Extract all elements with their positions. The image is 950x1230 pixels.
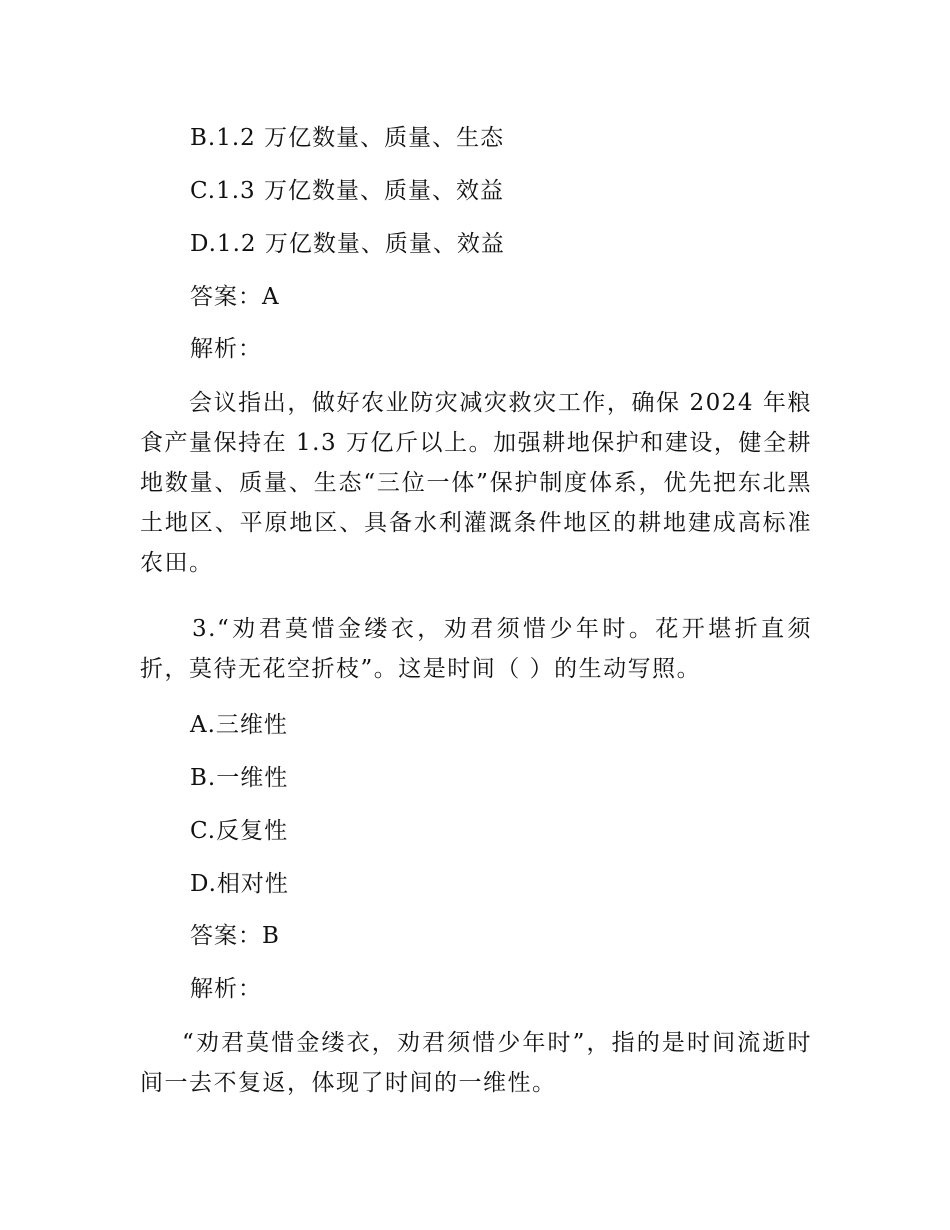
answer-label: 答案：B bbox=[190, 923, 280, 949]
option-d: D.相对性 bbox=[190, 871, 289, 897]
question-stem: 3.“劝君莫惜金缕衣，劝君须惜少年时。花开堪折直须折，莫待无花空折枝”。这是时间（ ）的生动写照。 bbox=[140, 616, 812, 682]
option-b: B.一维性 bbox=[190, 765, 289, 791]
option-d: D.1.2 万亿数量、质量、效益 bbox=[190, 231, 505, 257]
analysis-label: 解析： bbox=[190, 336, 262, 362]
analysis-label: 解析： bbox=[190, 976, 262, 1002]
option-a: A.三维性 bbox=[190, 712, 288, 738]
answer-label: 答案：A bbox=[190, 284, 280, 310]
analysis-paragraph: “劝君莫惜金缕衣，劝君须惜少年时”，指的是时间流逝时间一去不复返，体现了时间的一维性。 bbox=[140, 1030, 812, 1096]
option-c: C.1.3 万亿数量、质量、效益 bbox=[190, 178, 504, 204]
option-c: C.反复性 bbox=[190, 818, 289, 844]
option-b: B.1.2 万亿数量、质量、生态 bbox=[190, 125, 505, 151]
analysis-paragraph: 会议指出，做好农业防灾减灾救灾工作，确保 2024 年粮食产量保持在 1.3 万亿斤以上。加强耕地保护和建设，健全耕地数量、质量、生态“三位一体”保护制度体系，优先把东北黑土地区、平原地区、具备水利灌溉条件地区的耕地建成高标准农田。 bbox=[140, 390, 812, 576]
